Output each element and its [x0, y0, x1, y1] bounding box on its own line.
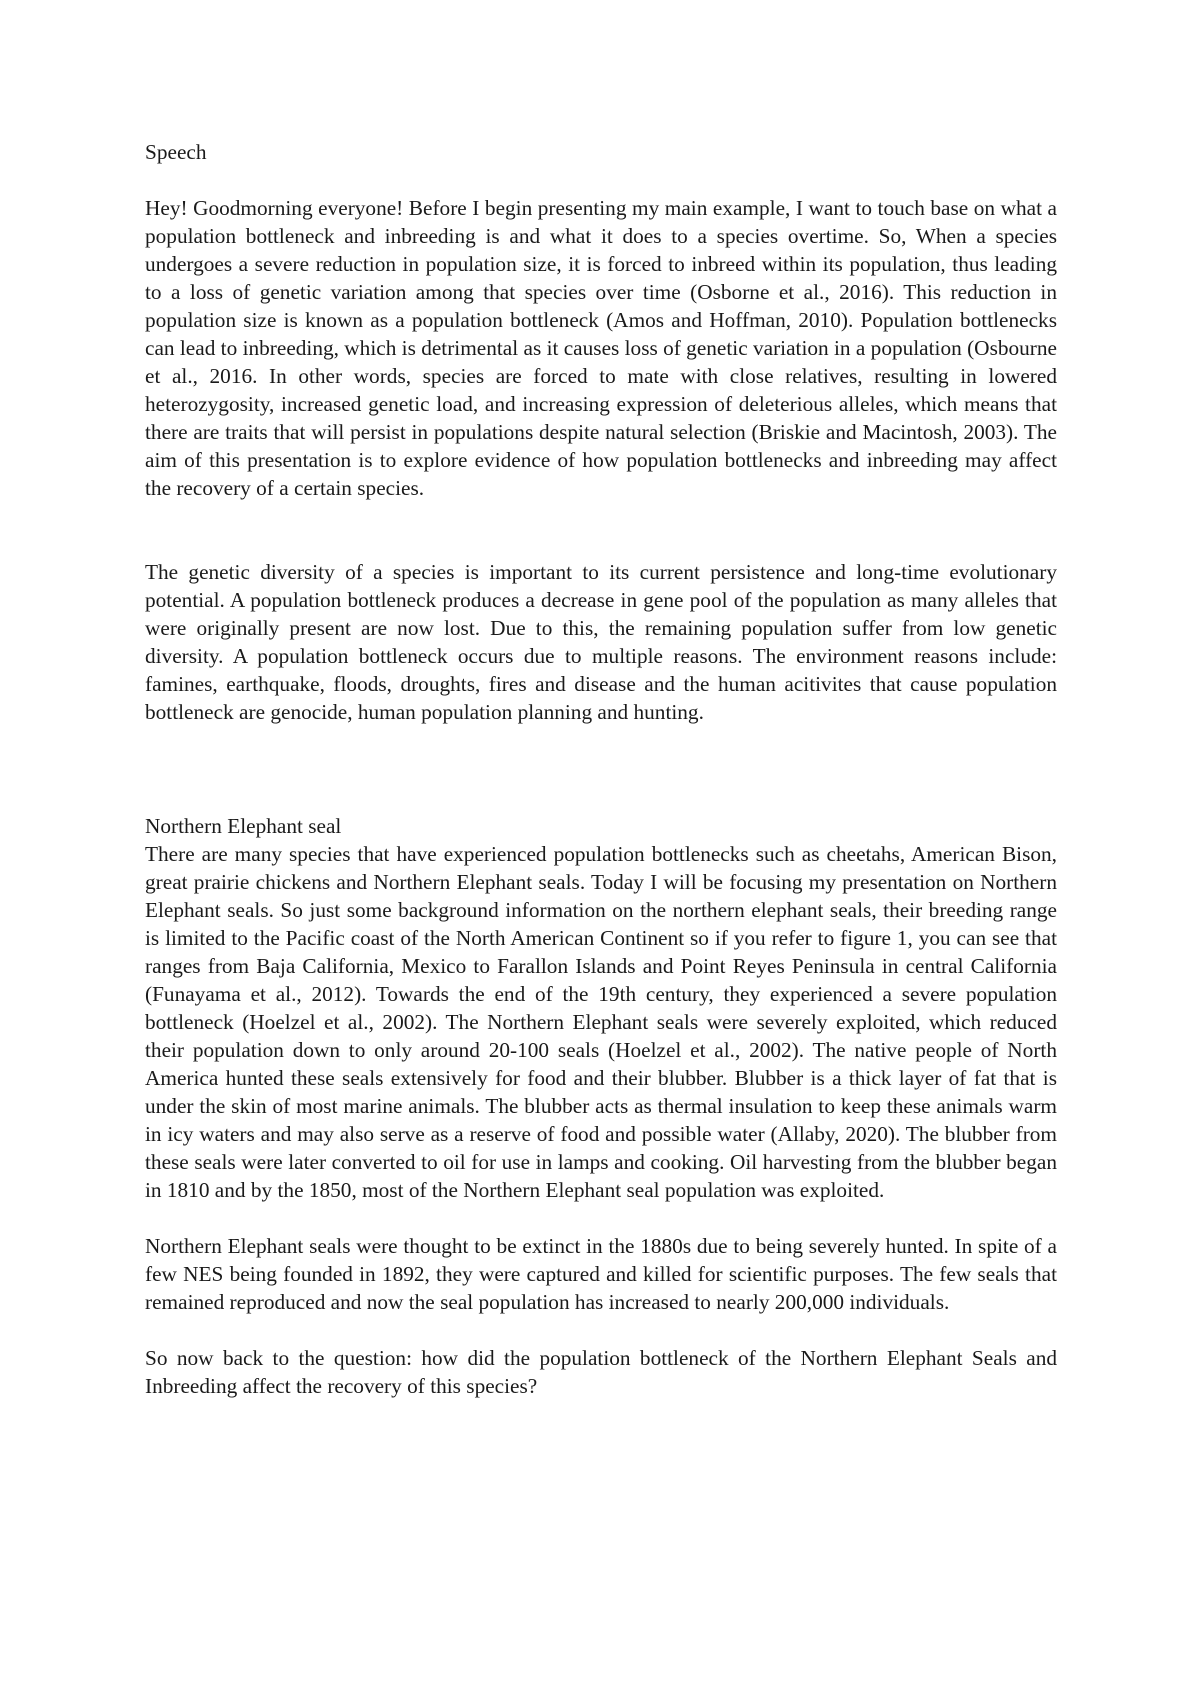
spacer: [145, 726, 1057, 812]
spacer: [145, 502, 1057, 558]
spacer: [145, 1204, 1057, 1232]
intro-paragraph: Hey! Goodmorning everyone! Before I begin presenting my main example, I want to touch base on what a population bottleneck and inbreeding is and what it does to a species overtime. So, When a species undergoes a severe reduction in population size, it is forced to inbreed within its population, thus leading to a loss of genetic variation among that species over time (Osborne et al., 2016). This reduction in population size is known as a population bottleneck (Amos and Hoffman, 2010). Population bottlenecks can lead to inbreeding, which is detrimental as it causes loss of genetic variation in a population (Osbourne et al., 2016. In other words, species are forced to mate with close relatives, resulting in lowered heterozygosity, increased genetic load, and increasing expression of deleterious alleles, which means that there are traits that will persist in populations despite natural selection (Briskie and Macintosh, 2003). The aim of this presentation is to explore evidence of how population bottlenecks and inbreeding may affect the recovery of a certain species.: [145, 196, 1057, 500]
extinction-paragraph: Northern Elephant seals were thought to be extinct in the 1880s due to being severely hunted. In spite of a few NES being founded in 1892, they were captured and killed for scientific purposes. The few seals that remained reproduced and now the seal population has increased to nearly 200,000 individuals.: [145, 1234, 1057, 1314]
document-title: Speech: [145, 140, 207, 164]
spacer: [145, 1316, 1057, 1344]
genetic-diversity-paragraph: The genetic diversity of a species is important to its current persistence and long-time evolutionary potential. A population bottleneck produces a decrease in gene pool of the population as many alleles that were originally present are now lost. Due to this, the remaining population suffer from low genetic diversity. A population bottleneck occurs due to multiple reasons. The environment reasons include: famines, earthquake, floods, droughts, fires and disease and the human acitivites that cause population bottleneck are genocide, human population planning and hunting.: [145, 560, 1057, 724]
elephant-seal-paragraph: There are many species that have experienced population bottlenecks such as cheetahs, American Bison, great prairie chickens and Northern Elephant seals. Today I will be focusing my presentation on Northern Elephant seals. So just some background information on the northern elephant seals, their breeding range is limited to the Pacific coast of the North American Continent so if you refer to figure 1, you can see that ranges from Baja California, Mexico to Farallon Islands and Point Reyes Peninsula in central California (Funayama et al., 2012). Towards the end of the 19th century, they experienced a severe population bottleneck (Hoelzel et al., 2002). The Northern Elephant seals were severely exploited, which reduced their population down to only around 20-100 seals (Hoelzel et al., 2002). The native people of North America hunted these seals extensively for food and their blubber. Blubber is a thick layer of fat that is under the skin of most marine animals. The blubber acts as thermal insulation to keep these animals warm in icy waters and may also serve as a reserve of food and possible water (Allaby, 2020). The blubber from these seals were later converted to oil for use in lamps and cooking. Oil harvesting from the blubber began in 1810 and by the 1850, most of the Northern Elephant seal population was exploited.: [145, 842, 1057, 1202]
spacer: [145, 166, 1057, 194]
document-page: [145, 138, 1057, 1400]
question-paragraph: So now back to the question: how did the population bottleneck of the Northern Elephant Seals and Inbreeding affect the recovery of this species?: [145, 1346, 1057, 1398]
section-heading: Northern Elephant seal: [145, 814, 342, 838]
